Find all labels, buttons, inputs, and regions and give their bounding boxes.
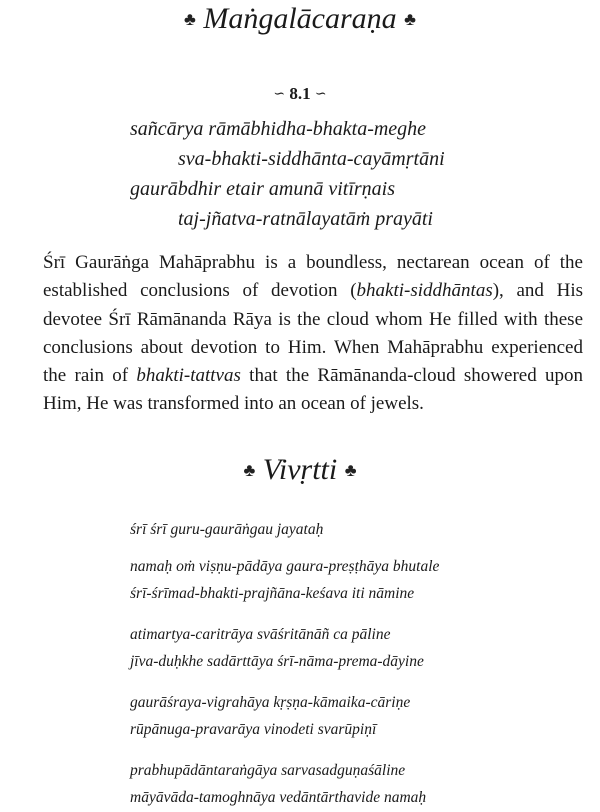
verse-ornament-right-icon: ∽ <box>314 87 327 102</box>
translation-term: bhakti-siddhāntas <box>356 280 493 302</box>
verse-line: sañcārya rāmābhidha-bhakta-meghe <box>130 118 427 140</box>
invocation-line: namaḥ oṁ viṣṇu-pādāya gaura-preṣṭhāya bhutale <box>130 558 440 575</box>
invocation-line: atimartya-caritrāya svāśritānāñ ca pāline <box>130 626 391 643</box>
translation-text: that the Rāmānanda-cloud showered upon Him, He was transformed into an ocean of jewels. <box>43 365 584 415</box>
translation-text: ), and His devotee Śrī Rāmānanda Rāya is the cloud whom He filled with these conclusions about devotion to Him. When Mahāprabhu experienced the rain of <box>43 280 584 387</box>
invocation-line: rūpānuga-pravarāya vinodeti svarūpiṇī <box>130 721 377 738</box>
verse-line: taj-jñatva-ratnālayatāṁ prayāti <box>178 208 433 230</box>
translation-text: Śrī Gaurāṅga Mahāprabhu is a boundless, nectarean ocean of the established conclusions of devotion ( <box>43 252 583 302</box>
section-title <box>0 2 600 36</box>
verse-number <box>0 84 600 104</box>
invocation-line: śrī-śrīmad-bhakti-prajñāna-keśava iti nāmine <box>130 585 415 602</box>
ornament-right-icon: ♣ <box>404 9 416 29</box>
translation-term: bhakti-tattvas <box>136 365 241 387</box>
verse-line: sva-bhakti-siddhānta-cayāmṛtāni <box>178 148 445 170</box>
invocation-line: prabhupādāntaraṅgāya sarvasadguṇaśāline <box>130 762 406 779</box>
invocation-line: māyāvāda-tamoghnāya vedāntārthavide namaḥ <box>130 789 427 806</box>
invocation-line: jīva-duḥkhe sadārttāya śrī-nāma-prema-dāyine <box>130 653 424 670</box>
commentary-title-text: Vivṛtti <box>262 453 338 486</box>
commentary-title <box>0 453 600 487</box>
translation-paragraph <box>43 249 583 419</box>
verse-line: gaurābdhir etair amunā vitīrṇais <box>130 178 396 200</box>
ornament-right-icon: ♣ <box>344 460 357 480</box>
invocation-line: śrī śrī guru-gaurāṅgau jayataḥ <box>130 521 324 538</box>
ornament-left-icon: ♣ <box>184 9 196 29</box>
ornament-left-icon: ♣ <box>243 460 256 480</box>
invocation-line: gaurāśraya-vigrahāya kṛṣṇa-kāmaika-cāriṇe <box>130 694 411 711</box>
section-title-text: Maṅgalācaraṇa <box>203 2 397 35</box>
verse-number-text: 8.1 <box>289 84 311 103</box>
verse-ornament-left-icon: ∽ <box>273 87 286 102</box>
